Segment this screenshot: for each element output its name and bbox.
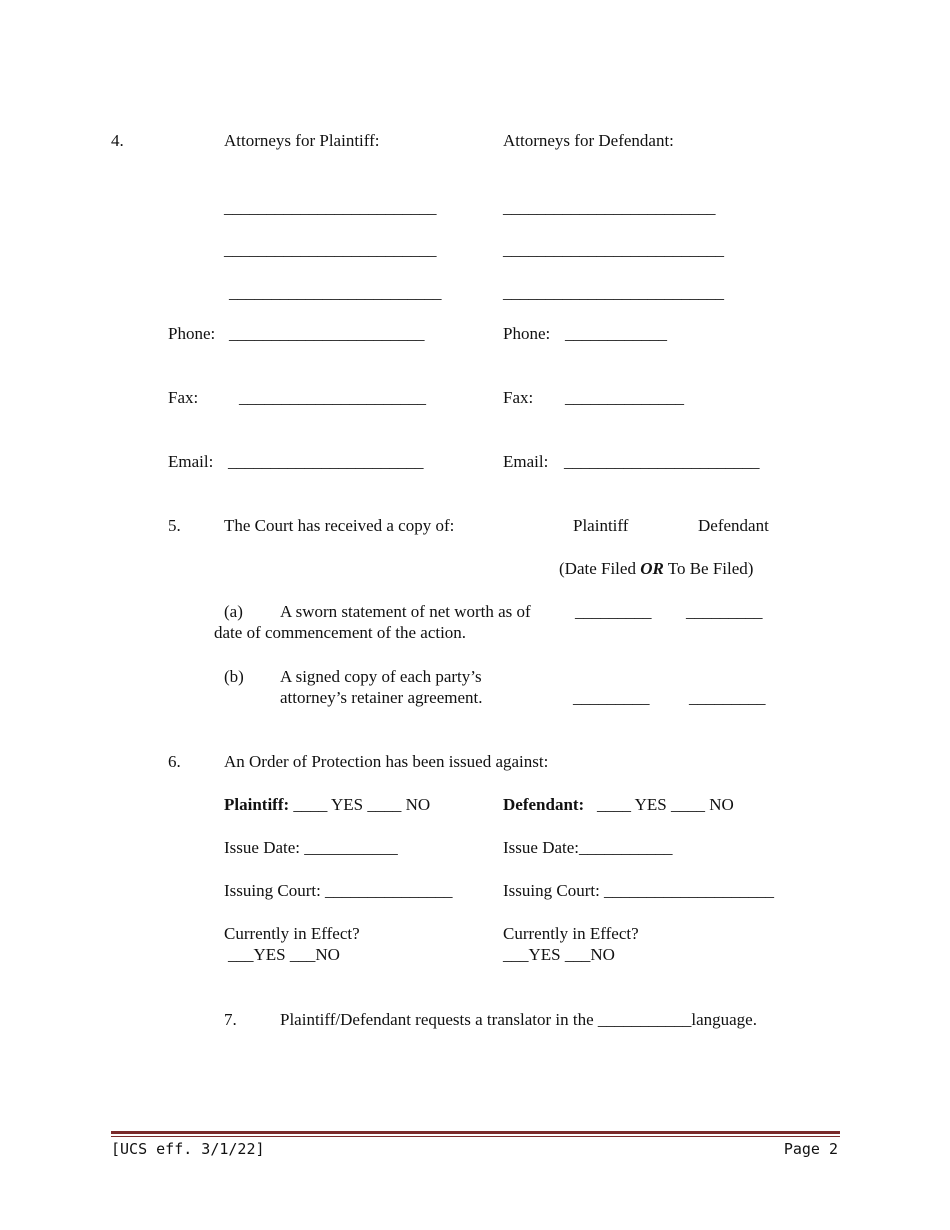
- section-7-number: 7.: [224, 1010, 237, 1029]
- item-a-text-line-2: date of commencement of the action.: [214, 623, 467, 642]
- defendant-email-field[interactable]: _______________________: [564, 452, 760, 471]
- defendant-fax-label: Fax:: [503, 388, 534, 407]
- section-6-text: An Order of Protection has been issued against:: [224, 752, 549, 771]
- footer-form-version: [UCS eff. 3/1/22]: [111, 1140, 265, 1158]
- item-a-plaintiff-date-field[interactable]: _________: [575, 602, 652, 621]
- plaintiff-fax-field[interactable]: ______________________: [239, 388, 426, 407]
- defendant-attorney-line-2[interactable]: __________________________: [503, 240, 724, 259]
- defendant-currently-in-effect-label: Currently in Effect?: [503, 924, 639, 943]
- plaintiff-email-label: Email:: [168, 452, 214, 471]
- section-5-number: 5.: [168, 516, 181, 535]
- plaintiff-attorneys-label: Attorneys for Plaintiff:: [224, 131, 380, 150]
- defendant-issuing-court-field[interactable]: Issuing Court: ____________________: [503, 881, 775, 900]
- item-a-defendant-date-field[interactable]: _________: [686, 602, 763, 621]
- defendant-attorney-line-1[interactable]: _________________________: [503, 198, 716, 217]
- plaintiff-attorney-line-2[interactable]: _________________________: [224, 240, 437, 259]
- item-b-text-line-2: attorney’s retainer agreement.: [280, 688, 483, 707]
- footer-rule-thick: [111, 1131, 840, 1134]
- defendant-phone-label: Phone:: [503, 324, 551, 343]
- defendant-fax-field[interactable]: ______________: [565, 388, 684, 407]
- defendant-protection-yes-no[interactable]: ____ YES ____ NO: [596, 795, 734, 814]
- item-b-text-line-1: A signed copy of each party’s: [280, 667, 482, 686]
- plaintiff-fax-label: Fax:: [168, 388, 199, 407]
- defendant-protection-label: Defendant:: [503, 795, 585, 814]
- plaintiff-currently-in-effect-label: Currently in Effect?: [224, 924, 360, 943]
- defendant-phone-field[interactable]: ____________: [565, 324, 667, 343]
- plaintiff-protection-label: Plaintiff:: [224, 795, 290, 814]
- plaintiff-phone-label: Phone:: [168, 324, 216, 343]
- defendant-issue-date-field[interactable]: Issue Date:___________: [503, 838, 673, 857]
- section-4-number: 4.: [111, 131, 124, 150]
- plaintiff-protection-yes-no[interactable]: ____ YES ____ NO: [293, 795, 431, 814]
- footer-rule-thin: [111, 1136, 840, 1137]
- plaintiff-attorney-line-1[interactable]: _________________________: [224, 198, 437, 217]
- item-b-plaintiff-date-field[interactable]: _________: [573, 688, 650, 707]
- plaintiff-phone-field[interactable]: _______________________: [229, 324, 425, 343]
- defendant-attorneys-label: Attorneys for Defendant:: [503, 131, 674, 150]
- plaintiff-currently-in-effect-yes-no[interactable]: ___YES ___NO: [228, 945, 340, 964]
- plaintiff-protection-row: [224, 795, 430, 815]
- section-6-number: 6.: [168, 752, 181, 771]
- date-filed-note-or: OR: [640, 559, 664, 578]
- defendant-protection-row: [503, 795, 734, 815]
- translator-request-text[interactable]: Plaintiff/Defendant requests a translator in the ___________language.: [280, 1010, 757, 1029]
- date-filed-note: [559, 559, 753, 579]
- date-filed-note-pre: (Date Filed: [559, 559, 641, 578]
- plaintiff-attorney-line-3[interactable]: _________________________: [229, 283, 442, 302]
- item-b-defendant-date-field[interactable]: _________: [689, 688, 766, 707]
- column-plaintiff-heading: Plaintiff: [573, 516, 629, 535]
- item-a-text-line-1: A sworn statement of net worth as of: [280, 602, 531, 621]
- plaintiff-issue-date-field[interactable]: Issue Date: ___________: [224, 838, 398, 857]
- defendant-attorney-line-3[interactable]: __________________________: [503, 283, 724, 302]
- footer-page-number: Page 2: [783, 1140, 838, 1158]
- defendant-email-label: Email:: [503, 452, 549, 471]
- item-a-label: (a): [224, 602, 243, 621]
- column-defendant-heading: Defendant: [698, 516, 769, 535]
- section-5-text: The Court has received a copy of:: [224, 516, 455, 535]
- defendant-currently-in-effect-yes-no[interactable]: ___YES ___NO: [503, 945, 615, 964]
- plaintiff-issuing-court-field[interactable]: Issuing Court: _______________: [224, 881, 453, 900]
- plaintiff-email-field[interactable]: _______________________: [228, 452, 424, 471]
- date-filed-note-post: To Be Filed): [663, 559, 754, 578]
- item-b-label: (b): [224, 667, 244, 686]
